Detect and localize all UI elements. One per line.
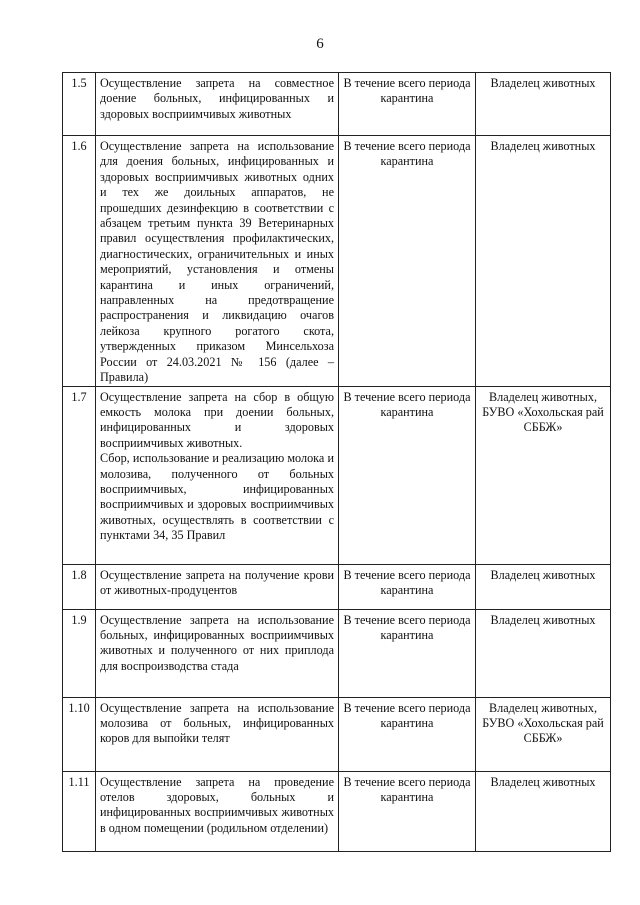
row-number: 1.10 [63, 697, 96, 771]
table-row [63, 136, 611, 387]
table-row [63, 771, 611, 851]
row-description [96, 771, 339, 851]
row-number: 1.7 [63, 386, 96, 564]
row-number: 1.11 [63, 771, 96, 851]
row-term: В течение всего периода карантина [339, 697, 476, 771]
table-row [63, 609, 611, 697]
description-paragraph: Осуществление запрета на совместное доение больных, инфицированных и здоровых восприимчивых животных [100, 76, 334, 121]
row-number: 1.5 [63, 73, 96, 136]
table-row [63, 386, 611, 564]
page-number: 6 [316, 36, 324, 52]
table-row [63, 564, 611, 609]
row-responsible: Владелец животных [476, 136, 611, 387]
row-description [96, 609, 339, 697]
row-responsible: Владелец животных [476, 564, 611, 609]
description-paragraph: Осуществление запрета на проведение отелов здоровых, больных и инфицированных восприимчивых животных в одном помещении (родильном отделении) [100, 774, 334, 835]
table-row [63, 73, 611, 136]
description-paragraph: Сбор, использование и реализацию молока и молозива, полученного от больных восприимчивых, инфицированных восприимчивых и здоровых восприимчивых животных, осуществлять в соответствии с пунктами 34, 35 Правил [100, 451, 334, 543]
row-term: В течение всего периода карантина [339, 771, 476, 851]
row-term: В течение всего периода карантина [339, 609, 476, 697]
description-paragraph: Осуществление запрета на использование молозива от больных, инфицированных коров для выпойки телят [100, 700, 334, 746]
row-responsible: Владелец животных [476, 771, 611, 851]
row-responsible: Владелец животных, БУВО «Хохольская рай СББЖ» [476, 697, 611, 771]
row-number: 1.9 [63, 609, 96, 697]
row-number: 1.8 [63, 564, 96, 609]
row-term: В течение всего периода карантина [339, 386, 476, 564]
row-responsible: Владелец животных [476, 609, 611, 697]
row-description [96, 697, 339, 771]
row-responsible: Владелец животных [476, 73, 611, 136]
description-paragraph: Осуществление запрета на сбор в общую емкость молока при доении больных, инфицированных и здоровых восприимчивых животных. [100, 389, 334, 450]
table-row [63, 697, 611, 771]
description-paragraph: Осуществление запрета на использование для доения больных, инфицированных и здоровых восприимчивых животных одних и тех же доильных аппаратов, не прошедших дезинфекцию в соответствии с абзацем третьим пункта 39 Ветеринарных правил осуществления профилактических, диагностических, ограничительных и иных мероприятий, установления и отмены карантина и иных ограничений, направленных на предотвращение распространения и ликвидацию очагов лейкоза крупного рогатого скота, утвержденных приказом Минсельхоза России от 24.03.2021 № 156 (далее – Правила) [100, 139, 334, 385]
row-description [96, 564, 339, 609]
row-term: В течение всего периода карантина [339, 136, 476, 387]
measures-table [62, 72, 611, 852]
row-description [96, 73, 339, 136]
row-description [96, 386, 339, 564]
row-term: В течение всего периода карантина [339, 73, 476, 136]
row-number: 1.6 [63, 136, 96, 387]
row-description [96, 136, 339, 387]
description-paragraph: Осуществление запрета на использование больных, инфицированных восприимчивых животных и полученного от них приплода для воспроизводства стада [100, 612, 334, 673]
description-paragraph: Осуществление запрета на получение крови от животных-продуцентов [100, 567, 334, 597]
row-term: В течение всего периода карантина [339, 564, 476, 609]
row-responsible: Владелец животных, БУВО «Хохольская рай СББЖ» [476, 386, 611, 564]
